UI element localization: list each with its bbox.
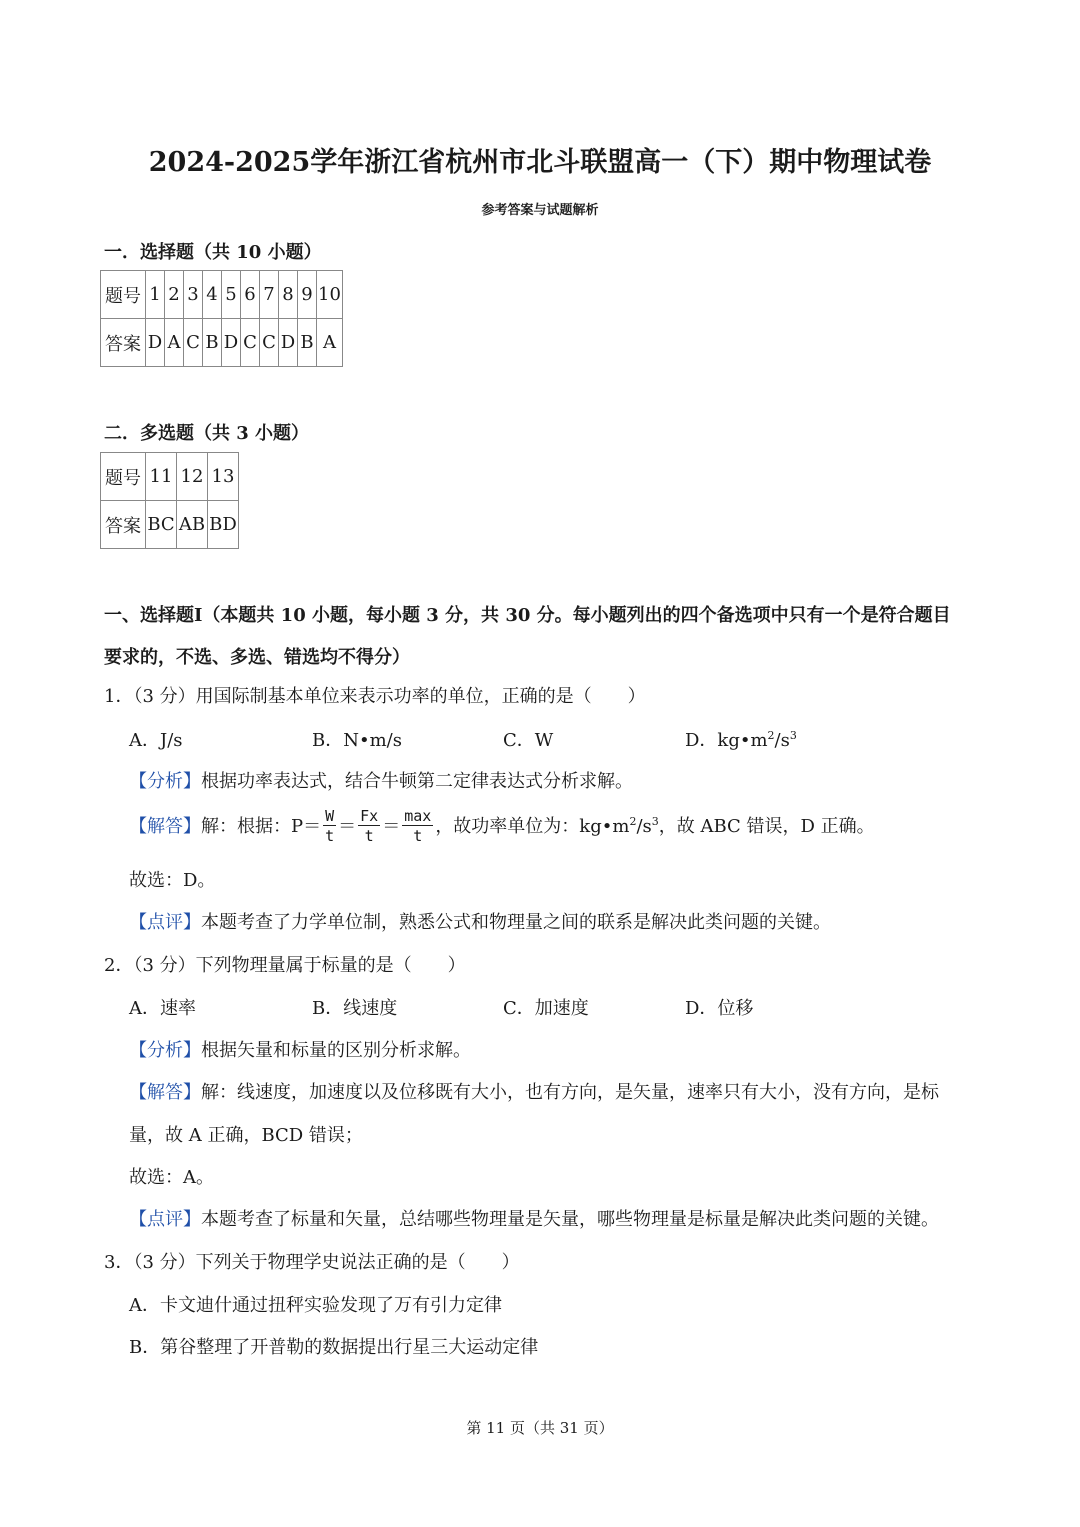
answer-row <box>101 501 239 549</box>
fraction-denominator: t <box>325 827 335 845</box>
section2-answer-table <box>100 452 239 549</box>
solution-text: 解：线速度，加速度以及位移既有大小，也有方向，是矢量，速率只有大小，没有方向，是标 <box>201 1082 939 1103</box>
superscript: 3 <box>651 815 659 828</box>
q1-stem: 1．（3 分）用国际制基本单位来表示功率的单位，正确的是（ ） <box>104 686 646 707</box>
table-cell: 4 <box>203 271 222 319</box>
page-subtitle: 参考答案与试题解析 <box>481 203 599 218</box>
solution-post: ，故功率单位为：kg•m <box>435 816 630 837</box>
q2-choice: 故选：A。 <box>129 1167 214 1188</box>
q3-stem: 3．（3 分）下列关于物理学史说法正确的是（ ） <box>104 1252 520 1273</box>
q1-option-d <box>685 730 797 752</box>
table-cell: B <box>203 319 222 367</box>
q1-option-c: C．W <box>503 730 554 751</box>
q2-stem: 2．（3 分）下列物理量属于标量的是（ ） <box>104 955 466 976</box>
q1-comment <box>129 912 831 934</box>
table-cell: A <box>165 319 184 367</box>
q2-solution-line2: 量，故 A 正确，BCD 错误； <box>129 1125 363 1146</box>
table-cell: BC <box>146 501 177 549</box>
q2-option-d: D．位移 <box>685 998 754 1019</box>
part-heading-line2: 要求的，不选、多选、错选均不得分） <box>104 647 410 668</box>
q2-solution-line1 <box>129 1082 939 1104</box>
superscript: 3 <box>789 729 797 742</box>
fraction-numerator: W <box>325 807 335 825</box>
comment-tag: 【点评】 <box>129 1209 201 1230</box>
superscript: 2 <box>767 729 775 742</box>
table-cell: C <box>260 319 279 367</box>
table-cell: 10 <box>317 271 343 319</box>
q1-option-d-unit: /s <box>774 730 790 751</box>
row-label: 答案 <box>101 319 146 367</box>
table-cell: A <box>317 319 343 367</box>
table-cell: 13 <box>208 453 239 501</box>
q3-option-a: A．卡文迪什通过扭秤实验发现了万有引力定律 <box>129 1295 502 1316</box>
equals-sign: ＝ <box>382 816 401 837</box>
row-label: 题号 <box>101 271 146 319</box>
table-cell: D <box>222 319 241 367</box>
fraction-numerator: max <box>404 807 432 825</box>
q2-analysis <box>129 1040 471 1062</box>
table-cell: 7 <box>260 271 279 319</box>
section2-heading: 二．多选题（共 3 小题） <box>104 423 310 444</box>
row-label: 答案 <box>101 501 146 549</box>
table-cell: B <box>298 319 317 367</box>
q3-option-b: B．第谷整理了开普勒的数据提出行星三大运动定律 <box>129 1337 539 1358</box>
table-cell: D <box>279 319 298 367</box>
table-cell: 12 <box>177 453 208 501</box>
answer-row <box>101 319 343 367</box>
fraction-denominator: t <box>413 827 423 845</box>
table-cell: D <box>146 319 165 367</box>
analysis-tag: 【分析】 <box>129 771 201 792</box>
solution-tag: 【解答】 <box>129 1082 201 1103</box>
q2-option-b: B．线速度 <box>312 998 398 1019</box>
equals-sign: ＝ <box>338 816 357 837</box>
q2-option-c: C．加速度 <box>503 998 589 1019</box>
table-cell: 3 <box>184 271 203 319</box>
table-cell: 5 <box>222 271 241 319</box>
table-cell: C <box>184 319 203 367</box>
page-footer: 第 11 页（共 31 页） <box>466 1419 614 1437</box>
analysis-text: 根据矢量和标量的区别分析求解。 <box>201 1040 471 1061</box>
section1-heading: 一．选择题（共 10 小题） <box>104 242 322 263</box>
solution-pre: 解：根据：P＝ <box>201 816 322 837</box>
q2-option-a: A．速率 <box>129 998 196 1019</box>
row-label: 题号 <box>101 453 146 501</box>
fraction-numerator: Fx <box>360 807 379 825</box>
section1-answer-table <box>100 270 343 367</box>
analysis-text: 根据功率表达式，结合牛顿第二定律表达式分析求解。 <box>201 771 633 792</box>
q1-option-a: A．J/s <box>129 730 183 751</box>
table-cell: AB <box>177 501 208 549</box>
fraction-denominator: t <box>364 827 374 845</box>
table-cell: 6 <box>241 271 260 319</box>
q1-solution <box>129 808 875 846</box>
table-cell: 2 <box>165 271 184 319</box>
table-cell: C <box>241 319 260 367</box>
q2-comment <box>129 1209 939 1231</box>
fraction-max-over-t <box>402 808 433 846</box>
table-cell: 8 <box>279 271 298 319</box>
fraction-w-over-t <box>323 808 336 846</box>
q1-option-d-text: D．kg•m <box>685 730 768 751</box>
q1-analysis <box>129 771 633 793</box>
comment-text: 本题考查了力学单位制，熟悉公式和物理量之间的联系是解决此类问题的关键。 <box>201 912 831 933</box>
table-cell: 11 <box>146 453 177 501</box>
table-cell: 1 <box>146 271 165 319</box>
part-heading-line1: 一、选择题Ⅰ（本题共 10 小题，每小题 3 分，共 30 分。每小题列出的四个备选项中只有一个是符合题目 <box>104 605 951 626</box>
q1-option-b: B．N•m/s <box>312 730 402 751</box>
fraction-fx-over-t <box>358 808 380 846</box>
comment-text: 本题考查了标量和矢量，总结哪些物理量是矢量，哪些物理量是标量是解决此类问题的关键。 <box>201 1209 939 1230</box>
number-row <box>101 271 343 319</box>
solution-tag: 【解答】 <box>129 816 201 837</box>
superscript: 2 <box>629 815 637 828</box>
q1-choice: 故选：D。 <box>129 870 216 891</box>
solution-conclusion: ，故 ABC 错误，D 正确。 <box>658 816 875 837</box>
solution-unit: /s <box>636 816 652 837</box>
comment-tag: 【点评】 <box>129 912 201 933</box>
number-row <box>101 453 239 501</box>
table-cell: 9 <box>298 271 317 319</box>
analysis-tag: 【分析】 <box>129 1040 201 1061</box>
table-cell: BD <box>208 501 239 549</box>
page-title: 2024-2025学年浙江省杭州市北斗联盟高一（下）期中物理试卷 <box>148 147 932 178</box>
